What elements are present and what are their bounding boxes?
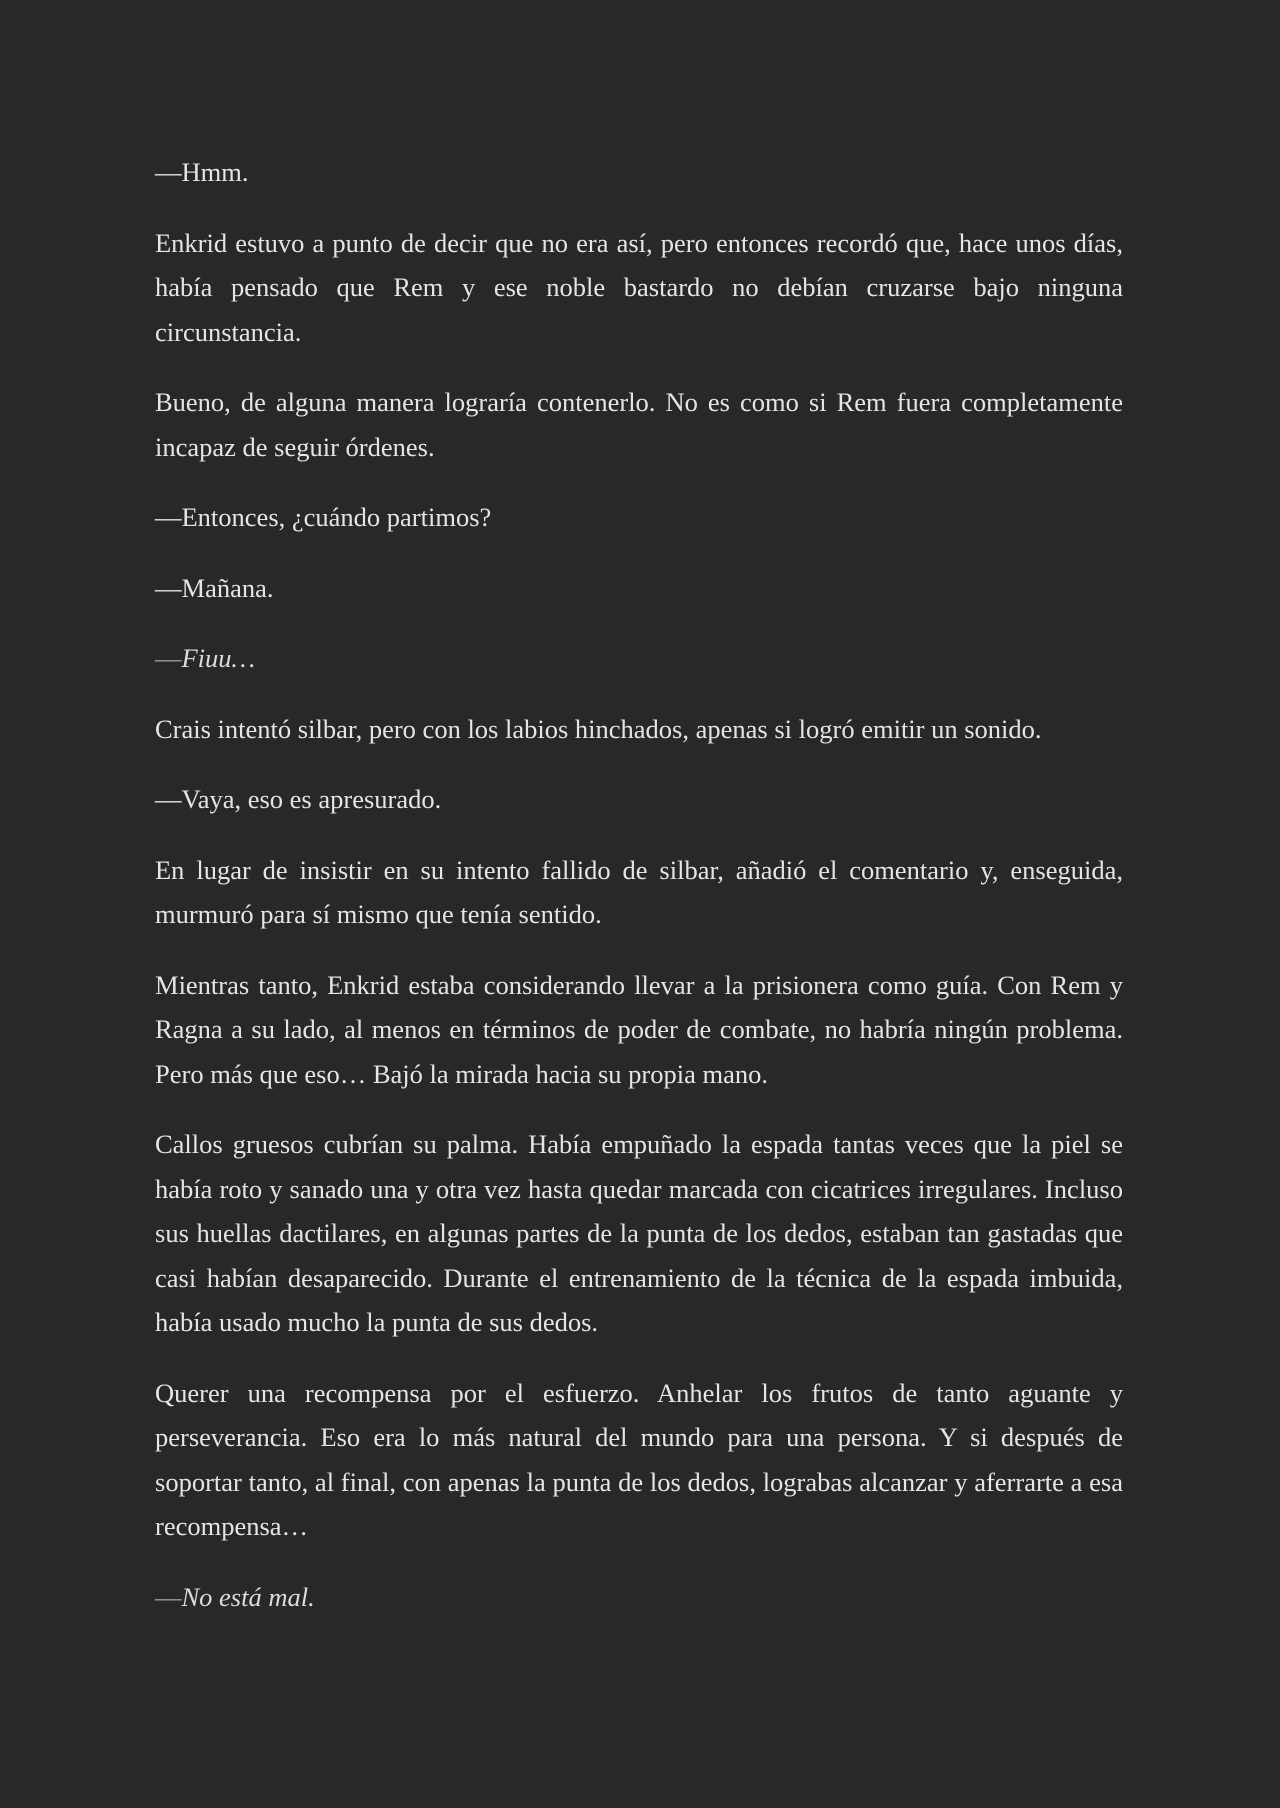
paragraph-dialogue xyxy=(155,777,1123,822)
em-dash: — xyxy=(155,1581,182,1612)
paragraph-dialogue xyxy=(155,566,1123,611)
em-dash: — xyxy=(155,157,182,187)
dialogue-text: No está mal. xyxy=(181,1581,315,1612)
dialogue-text: Mañana. xyxy=(181,572,274,603)
dialogue-text: Vaya, eso es apresurado. xyxy=(181,784,442,814)
document-body xyxy=(155,150,1123,1619)
paragraph-dialogue-hmm xyxy=(155,150,1123,195)
dialogue-text: Entonces, ¿cuándo partimos? xyxy=(181,502,492,532)
dialogue-text: Hmm. xyxy=(181,157,249,187)
paragraph-narration: Crais intentó silbar, pero con los labios hinchados, apenas si logró emitir un sonido. xyxy=(155,713,1042,744)
paragraph-narration: Enkrid estuvo a punto de decir que no era así, pero entonces recordó que, hace unos días, había pensado que Rem y ese noble bastardo no debían cruzarse bajo ninguna circunstancia. xyxy=(155,227,1123,347)
paragraph-narration: Mientras tanto, Enkrid estaba considerando llevar a la prisionera como guía. Con Rem y Ragna a su lado, al menos en términos de poder de combate, no habría ningún problema. Pero más que eso… Bajó la mirada hacia su propia mano. xyxy=(155,969,1123,1089)
paragraph-narration: En lugar de insistir en su intento fallido de silbar, añadió el comentario y, enseguida, murmuró para sí mismo que tenía sentido. xyxy=(155,854,1123,929)
em-dash: — xyxy=(155,572,182,603)
paragraph-narration: Callos gruesos cubrían su palma. Había empuñado la espada tantas veces que la piel se había roto y sanado una y otra vez hasta quedar marcada con cicatrices irregulares. Incluso sus huellas dactilares, en algunas partes de la punta de los dedos, estaban tan gastadas que casi habían desaparecido. Durante el entrenamiento de la técnica de la espada imbuida, había usado mucho la punta de sus dedos. xyxy=(155,1129,1123,1337)
paragraph-narration: Bueno, de alguna manera lograría contenerlo. No es como si Rem fuera completamente incapaz de seguir órdenes. xyxy=(155,387,1123,462)
em-dash: — xyxy=(155,502,182,532)
em-dash: — xyxy=(155,643,182,673)
paragraph-dialogue xyxy=(155,495,1123,540)
paragraph-dialogue-italic xyxy=(155,636,1123,681)
em-dash: — xyxy=(155,784,182,814)
paragraph-narration: Querer una recompensa por el esfuerzo. Anhelar los frutos de tanto aguante y perseverancia. Eso era lo más natural del mundo para una persona. Y si después de soportar tanto, al final, con apenas la punta de los dedos, lograbas alcanzar y aferrarte a esa recompensa… xyxy=(155,1377,1123,1541)
paragraph-dialogue-italic xyxy=(155,1575,1123,1620)
dialogue-text: Fiuu… xyxy=(181,643,256,673)
